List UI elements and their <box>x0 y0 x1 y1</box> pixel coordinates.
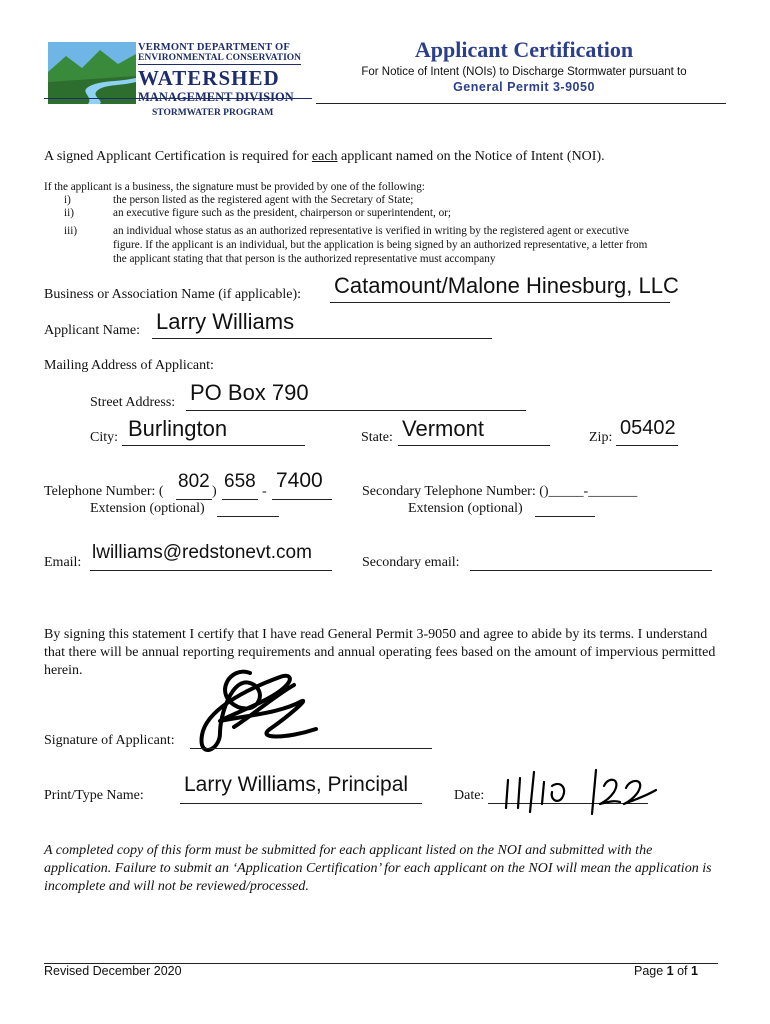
page-subtitle: For Notice of Intent (NOIs) to Discharge Stormwater pursuant to <box>361 66 687 78</box>
telephone-label: Telephone Number: ( <box>44 484 164 499</box>
secondary-extension-label: Extension (optional) <box>408 501 523 516</box>
email-field[interactable]: lwilliams@redstonevt.com <box>92 542 312 563</box>
logo-line-3: WATERSHED <box>138 66 280 90</box>
secondary-email-label: Secondary email: <box>362 555 460 570</box>
date-label: Date: <box>454 788 485 803</box>
watershed-logo-icon <box>48 42 136 104</box>
street-address-label: Street Address: <box>90 395 176 410</box>
phone-line-field[interactable]: 7400 <box>276 469 323 492</box>
certification-text: By signing this statement I certify that I have read General Permit 3-9050 and agree to abide by its terms. I understand that there will be annual reporting requirements and annual operating fees based on the amount of impervious permitted herein. <box>44 627 716 678</box>
street-address-line <box>186 410 526 411</box>
applicant-name-field[interactable]: Larry Williams <box>156 309 295 334</box>
extension-label: Extension (optional) <box>90 501 205 516</box>
state-label: State: <box>361 430 393 445</box>
logo-line-2: ENVIRONMENTAL CONSERVATION <box>138 53 302 63</box>
zip-label: Zip: <box>589 430 613 445</box>
phone-area-field[interactable]: 802 <box>178 471 210 492</box>
logo-line-4: MANAGEMENT DIVISION <box>138 90 294 104</box>
secondary-telephone-label: Secondary Telephone Number: ()_____-_______ <box>362 484 638 499</box>
phone-area-line <box>176 499 212 500</box>
logo-line-5: STORMWATER PROGRAM <box>152 108 274 118</box>
rule-item-cont: figure. If the applicant is an individual, but the application is being signed by an authorized representative, a letter from <box>113 239 648 251</box>
business-rule-lead: If the applicant is a business, the signature must be provided by one of the following: <box>44 181 425 193</box>
signature-label: Signature of Applicant: <box>44 733 175 748</box>
rule-item-cont: the applicant stating that that person is the authorized representative must accompany <box>113 253 496 265</box>
extension-line[interactable] <box>217 516 279 517</box>
phone-prefix-field[interactable]: 658 <box>224 471 256 492</box>
rule-item: ii) an executive figure such as the president, chairperson or superintendent, or; <box>64 207 451 219</box>
zip-line <box>616 445 678 446</box>
business-name-field[interactable]: Catamount/Malone Hinesburg, LLC <box>334 273 679 298</box>
intro-text: A signed Applicant Certification is required for each applicant named on the Notice of Intent (NOI). <box>44 149 605 164</box>
logo-rule <box>44 98 312 99</box>
email-line <box>90 570 332 571</box>
phone-line-line <box>272 499 332 500</box>
business-name-line <box>330 302 670 303</box>
city-line <box>122 445 305 446</box>
phone-dash: - <box>262 484 267 499</box>
zip-field[interactable]: 05402 <box>620 417 676 439</box>
applicant-name-line <box>152 338 492 339</box>
applicant-name-label: Applicant Name: <box>44 323 141 338</box>
signature-scribble <box>190 655 330 763</box>
logo <box>44 40 316 122</box>
secondary-email-line[interactable] <box>470 570 712 571</box>
business-name-label: Business or Association Name (if applicable): <box>44 287 301 302</box>
print-name-field[interactable]: Larry Williams, Principal <box>184 773 409 796</box>
phone-prefix-line <box>222 499 258 500</box>
rule-item: iii) an individual whose status as an authorized representative is verified in writing by the registered agent or executive <box>64 225 630 237</box>
print-name-line <box>180 803 422 804</box>
header-rule <box>316 103 726 104</box>
state-line <box>398 445 550 446</box>
street-address-field[interactable]: PO Box 790 <box>190 380 309 405</box>
permit-number: General Permit 3-9050 <box>453 80 595 94</box>
handwritten-date <box>500 768 664 816</box>
city-field[interactable]: Burlington <box>128 416 228 441</box>
state-field[interactable]: Vermont <box>402 416 484 441</box>
email-label: Email: <box>44 555 82 570</box>
rule-item: i) the person listed as the registered agent with the Secretary of State; <box>64 194 414 206</box>
city-label: City: <box>90 430 119 445</box>
logo-line-1: VERMONT DEPARTMENT OF <box>138 42 291 53</box>
page-number: Page 1 of 1 <box>634 964 698 978</box>
submission-notice: A completed copy of this form must be submitted for each applicant listed on the NOI and submitted with the application. Failure to submit an ‘Application Certification’ for each applicant on the NOI will mean the application is incomplete and will not be reviewed/processed. <box>44 843 712 894</box>
revision-date: Revised December 2020 <box>44 964 182 978</box>
signature-line[interactable] <box>190 748 432 749</box>
mailing-address-label: Mailing Address of Applicant: <box>44 358 214 373</box>
secondary-extension-line[interactable] <box>535 516 595 517</box>
print-name-label: Print/Type Name: <box>44 788 144 803</box>
page-title: Applicant Certification <box>414 37 634 62</box>
phone-paren: ) <box>212 484 217 499</box>
